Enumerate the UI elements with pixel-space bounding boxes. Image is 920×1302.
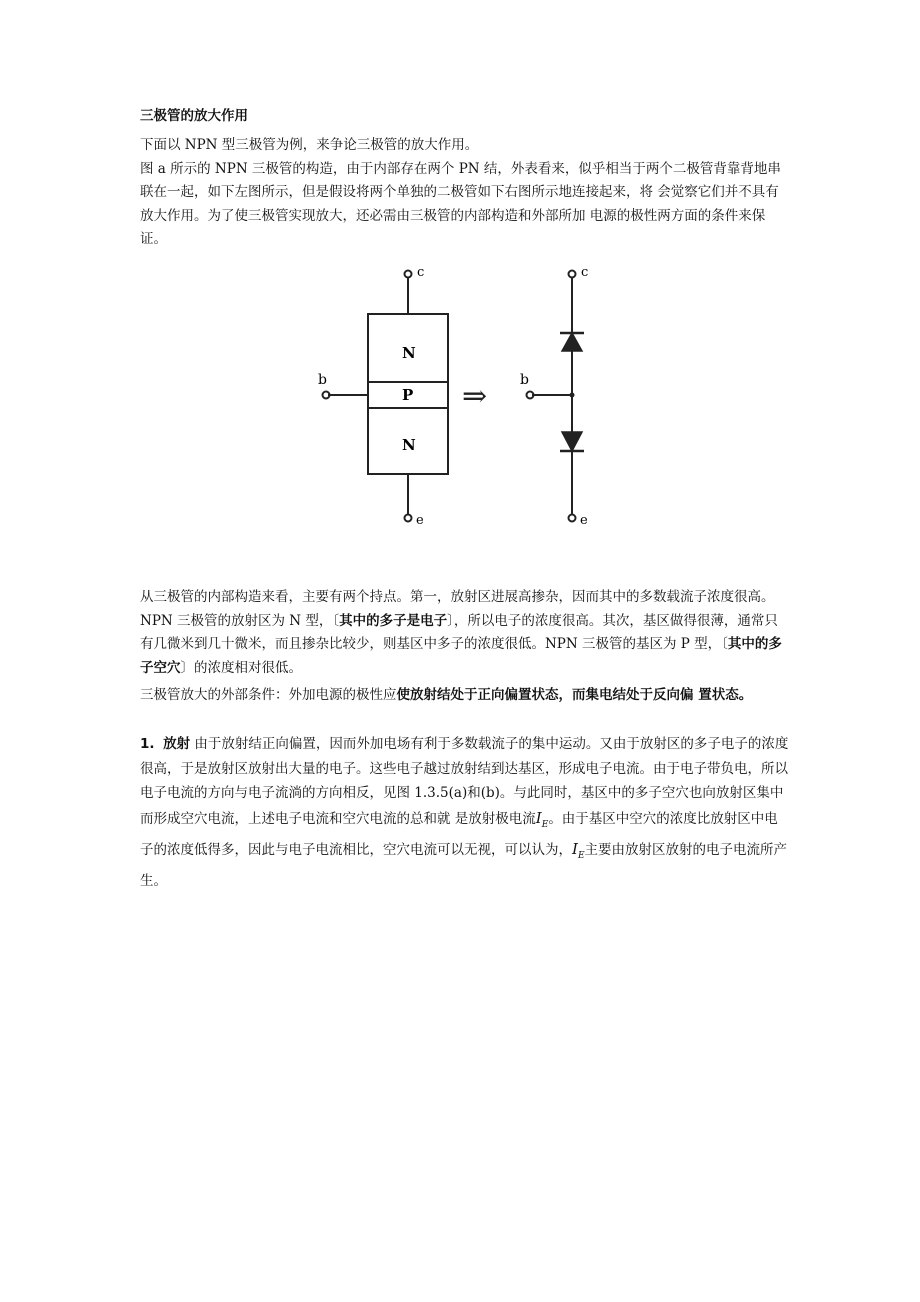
p-layer-label: P [402, 386, 414, 404]
emission-paragraph [140, 732, 790, 893]
external-condition-paragraph [140, 684, 790, 708]
npn-layer-structure [323, 271, 449, 522]
para2-bold-2: 其中的多子空穴 [140, 636, 782, 676]
base-label: b [318, 372, 327, 388]
emitter-current-symbol [535, 808, 549, 830]
para4-text-1: 由于放射结正向偏置，因而外加电场有利于多数载流子的集中运动。又由于放射区的多子电子的浓度很高，于是放射区放射出大量的电子。这些电子越过放射结到达基区，形成电子电流。由于电子带负电，所以电子电流的方向与电子流淌的方向相反，见图 1.3.5(a)和(b)。与此同时，基区中的多子空穴也向放射区集中而形成空穴电流，上述电子电流和空穴电流的总和就 是放射极电流 [140, 736, 789, 827]
para2-text-1: 从三极管的内部构造来看，主要有两个持点。第一，放射区进展高掺杂，因而其中的多数载流子浓度很高。NPN 三极管的放射区为 N 型，〔 [140, 589, 775, 629]
emitter-current-symbol-2 [572, 840, 585, 861]
symbol-sub-2: E [577, 851, 585, 861]
npn-structure-diagram [310, 258, 610, 538]
symbol-i-2: I [572, 840, 578, 858]
item-heading: 放射 [163, 736, 191, 752]
collector-terminal [405, 271, 412, 278]
diode-equivalent-circuit [527, 271, 576, 522]
section-title: 三极管的放大作用 [140, 108, 248, 124]
n-layer-bottom-label: N [402, 436, 416, 454]
collector-label: c [417, 265, 425, 280]
lower-diode-icon [560, 432, 584, 451]
emitter-label: e [416, 513, 424, 528]
symbol-sub-1: E [541, 819, 549, 830]
para4-text-2: 。由于基区中空穴的浓度比放射区中电子的浓度低得多，因此与电子电流相比，空穴电流可以无视，可以认为， [140, 810, 778, 858]
para2-bold-1: 其中的多子是电子 [339, 612, 448, 629]
para3-bold: 使放射结处于正向偏置状态，而集电结处于反向偏 置状态。 [396, 687, 753, 703]
intro-line-1: 下面以 NPN 型三极管为例，来争论三极管的放大作用。 [140, 137, 479, 153]
item-number: 1. [140, 736, 155, 752]
upper-diode-icon [560, 333, 584, 351]
diode-emitter-label: e [580, 513, 588, 528]
para4-text-3: 主要由放射区放射的电子电流所产生。 [140, 842, 788, 889]
intro-paragraph [140, 134, 790, 252]
junction-node [570, 393, 575, 398]
diode-collector-terminal [569, 271, 576, 278]
para3-text: 三极管放大的外部条件：外加电源的极性应 [140, 687, 397, 703]
diode-base-label: b [520, 372, 529, 388]
diode-collector-label: c [581, 265, 589, 280]
internal-structure-paragraph [140, 586, 790, 680]
n-layer-top-label: N [402, 344, 416, 362]
intro-line-2: 图 a 所示的 NPN 三极管的构造，由于内部存在两个 PN 结，外表看来，似乎相当于两个二极管背靠背地串联在一起，如下左图所示，但是假设将两个单独的二极管如下右图所示地连接起来，将 会觉察它们并不具有放大作用。为了使三极管实现放大，还必需由三极管的内部构造和外部所加 电源的极性两方面的条件来保证。 [140, 160, 781, 247]
para2-text-2: 〕，所以电子的浓度很高。其次，基区做得很薄，通常只有几微米到几十微米，而且掺杂比较少，则基区中多子的浓度很低。NPN 三极管的基区为 P 型，〔 [140, 612, 778, 652]
para2-text-3: 〕的浓度相对很低。 [180, 659, 302, 676]
diode-emitter-terminal [569, 515, 576, 522]
equivalence-arrow-icon: ⇒ [462, 379, 488, 414]
symbol-i-1: I [535, 808, 542, 827]
emitter-terminal [405, 515, 412, 522]
